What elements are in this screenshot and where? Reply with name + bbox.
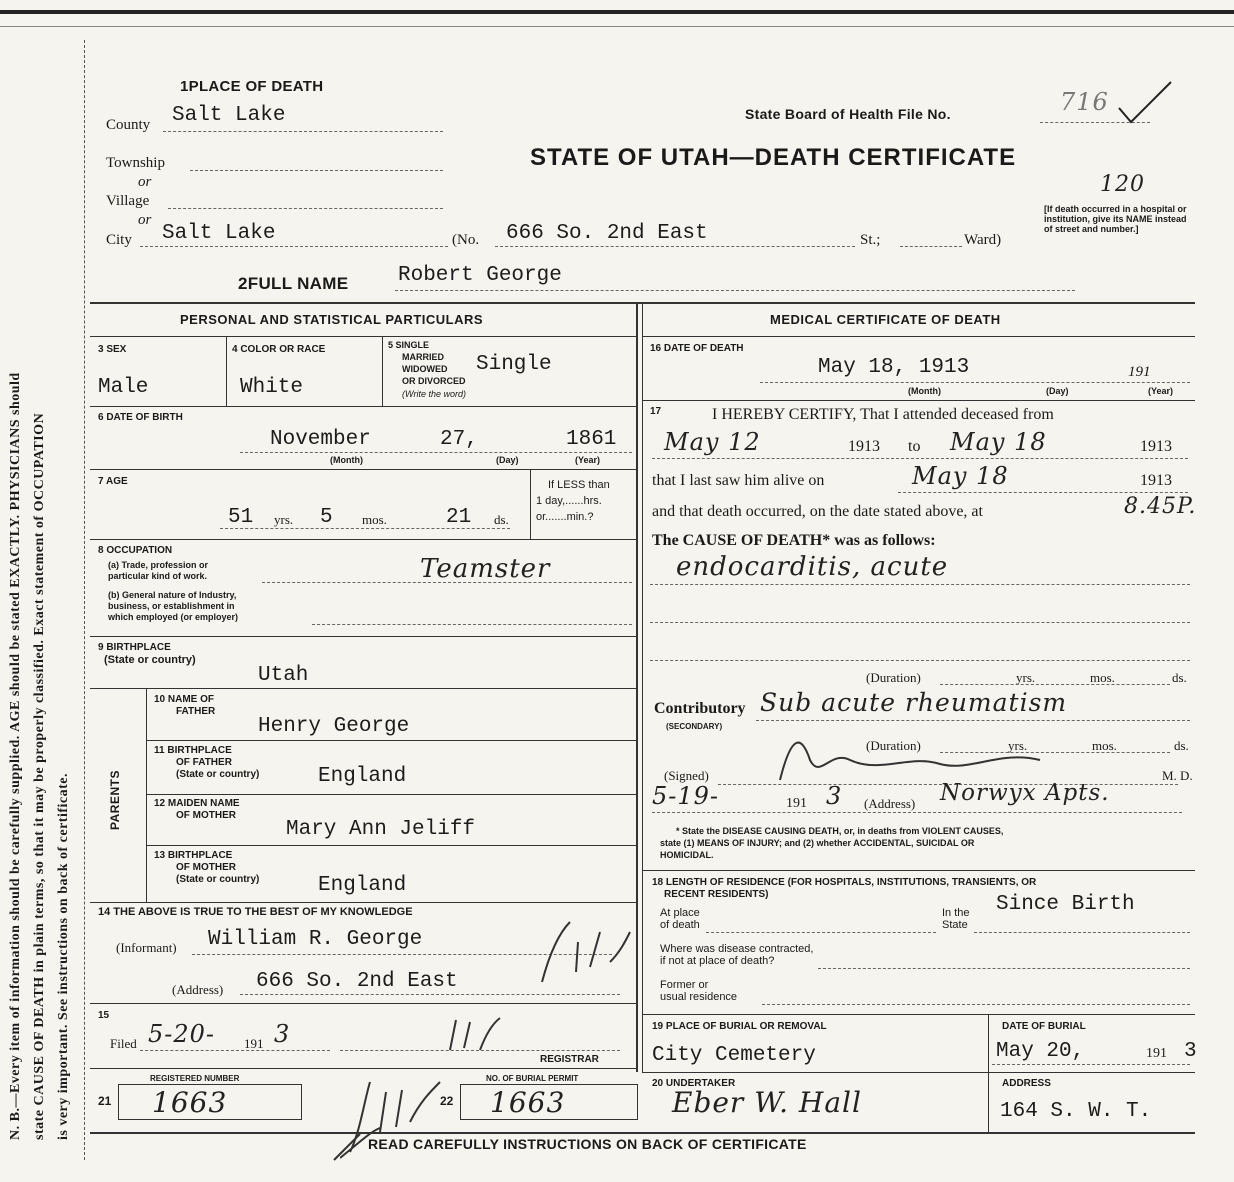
burial-year-prefix: 191 bbox=[1146, 1046, 1167, 1061]
informant-address-label: (Address) bbox=[172, 982, 224, 997]
mother-name-label-2: OF MOTHER bbox=[176, 810, 236, 821]
md-label: M. D. bbox=[1162, 768, 1193, 783]
birthplace-sublabel: (State or country) bbox=[104, 654, 196, 666]
date-of-death-label: 16 DATE OF DEATH bbox=[650, 343, 744, 354]
less-than-line-2: 1 day,......hrs. bbox=[536, 495, 602, 507]
former-residence-line-1: Former or bbox=[660, 979, 709, 991]
father-bp-label-2: OF FATHER bbox=[176, 757, 232, 768]
or-label-1: or bbox=[138, 174, 152, 190]
signed-label: (Signed) bbox=[664, 768, 709, 783]
registrar-label: REGISTRAR bbox=[540, 1054, 599, 1065]
certificate-title: STATE OF UTAH—DEATH CERTIFICATE bbox=[530, 144, 1017, 171]
registered-number-index: 21 bbox=[98, 1094, 112, 1108]
street-no-label: (No. bbox=[452, 232, 480, 248]
color-value: White bbox=[240, 376, 304, 399]
registered-number-label: REGISTERED NUMBER bbox=[150, 1074, 240, 1083]
last-saw-text: that I last saw him alive on bbox=[652, 472, 825, 489]
occupation-b-line-1: (b) General nature of Industry, bbox=[108, 590, 237, 600]
mother-bp-label-3: (State or country) bbox=[176, 874, 260, 885]
full-name-value: Robert George bbox=[398, 264, 562, 287]
at-place-line-2: of death bbox=[660, 919, 700, 931]
marital-label-4: OR DIVORCED bbox=[402, 376, 466, 386]
county-value: Salt Lake bbox=[172, 104, 286, 127]
burial-place-value: City Cemetery bbox=[652, 1044, 816, 1067]
occupation-a-line-2: particular kind of work. bbox=[108, 571, 208, 581]
contracted-line-1: Where was disease contracted, bbox=[660, 943, 814, 955]
occupation-label: 8 OCCUPATION bbox=[98, 545, 173, 556]
village-label: Village bbox=[106, 193, 150, 209]
footer-check-mark bbox=[330, 1130, 370, 1170]
cause-duration-ds: ds. bbox=[1172, 670, 1187, 685]
date-of-death-value: May 18, 1913 bbox=[818, 356, 970, 379]
attended-from-value: May 12 bbox=[664, 428, 761, 456]
at-place-line-1: At place bbox=[660, 907, 700, 919]
undertaker-value: Eber W. Hall bbox=[672, 1086, 862, 1119]
filed-number: 15 bbox=[98, 1010, 110, 1021]
marital-label-1: 5 SINGLE bbox=[388, 340, 430, 350]
burial-date-value: May 20, bbox=[996, 1040, 1085, 1063]
contributory-duration-label: (Duration) bbox=[866, 738, 921, 753]
marital-value: Single bbox=[476, 353, 552, 376]
undertaker-address-label: ADDRESS bbox=[1002, 1078, 1051, 1089]
footnote-line-1: * State the DISEASE CAUSING DEATH, or, in deaths from VIOLENT CAUSES, bbox=[676, 826, 1004, 836]
in-the-state-line-1: In the bbox=[942, 907, 970, 919]
contributory-label: Contributory bbox=[654, 700, 746, 717]
file-no-value: 716 bbox=[1060, 88, 1109, 116]
filed-value: 5-20- bbox=[148, 1020, 216, 1048]
occurred-text: and that death occurred, on the date stated above, at bbox=[652, 503, 983, 520]
cause-duration-label: (Duration) bbox=[866, 670, 921, 685]
date-of-death-year-prefix: 191 bbox=[1128, 364, 1151, 380]
signed-date-value: 5-19- bbox=[652, 782, 720, 810]
age-days-label: ds. bbox=[494, 512, 509, 527]
contracted-line-2: if not at place of death? bbox=[660, 955, 775, 967]
footnote-line-3: HOMICIDAL. bbox=[660, 850, 714, 860]
attended-to-label: to bbox=[908, 438, 921, 455]
burial-permit-label: NO. OF BURIAL PERMIT bbox=[486, 1074, 579, 1083]
color-label: 4 COLOR OR RACE bbox=[232, 344, 326, 355]
age-months-value: 5 bbox=[320, 506, 333, 529]
dob-year-caption: (Year) bbox=[575, 455, 601, 465]
filed-label: Filed bbox=[110, 1036, 137, 1051]
contributory-duration-yrs: yrs. bbox=[1008, 738, 1028, 753]
time-of-death-value: 8.45P. bbox=[1124, 494, 1197, 519]
father-bp-label-1: 11 BIRTHPLACE bbox=[154, 745, 232, 756]
age-years-label: yrs. bbox=[274, 512, 294, 527]
registrar-signature-mark bbox=[440, 1010, 520, 1060]
mother-name-value: Mary Ann Jeliff bbox=[286, 818, 476, 841]
hospital-note: [If death occurred in a hospital or institution, give its NAME instead of street and number.] bbox=[1044, 204, 1187, 234]
less-than-line-3: or.......min.? bbox=[536, 511, 594, 523]
dod-day-caption: (Day) bbox=[1046, 386, 1069, 396]
medical-address-label: (Address) bbox=[864, 796, 916, 811]
secondary-label: (SECONDARY) bbox=[666, 722, 723, 731]
mother-bp-label-1: 13 BIRTHPLACE bbox=[154, 850, 233, 861]
attended-to-value: May 18 bbox=[950, 428, 1047, 456]
last-saw-value: May 18 bbox=[912, 462, 1009, 490]
ward-label: Ward) bbox=[964, 232, 1002, 248]
age-label: 7 AGE bbox=[98, 476, 128, 487]
dob-month-caption: (Month) bbox=[330, 455, 363, 465]
birthplace-value: Utah bbox=[258, 664, 309, 687]
personal-section-title: PERSONAL AND STATISTICAL PARTICULARS bbox=[180, 312, 484, 327]
informant-address-value: 666 So. 2nd East bbox=[256, 970, 458, 993]
marital-label-2: MARRIED bbox=[402, 352, 444, 362]
place-of-death-label: 1PLACE OF DEATH bbox=[180, 78, 324, 95]
cause-duration-mos: mos. bbox=[1090, 670, 1115, 685]
in-the-state-line-2: State bbox=[942, 919, 968, 931]
burial-permit-index: 22 bbox=[440, 1094, 454, 1108]
father-name-value: Henry George bbox=[258, 715, 410, 738]
medical-section-title: MEDICAL CERTIFICATE OF DEATH bbox=[770, 312, 1001, 327]
mother-bp-value: England bbox=[318, 874, 407, 897]
birthplace-label: 9 BIRTHPLACE bbox=[98, 642, 171, 653]
dob-month: November bbox=[270, 428, 371, 451]
contributory-value: Sub acute rheumatism bbox=[760, 688, 1068, 717]
side-note-line-2: state CAUSE OF DEATH in plain terms, so that it may be properly classified. Exact statement of OCCUPATION bbox=[32, 412, 47, 1140]
undertaker-address-value: 164 S. W. T. bbox=[1000, 1100, 1152, 1123]
city-value: Salt Lake bbox=[162, 222, 276, 245]
dob-day: 27, bbox=[440, 428, 478, 451]
contributory-duration-ds: ds. bbox=[1174, 738, 1189, 753]
sex-label: 3 SEX bbox=[98, 344, 127, 355]
last-saw-year: 1913 bbox=[1140, 472, 1172, 489]
dob-day-caption: (Day) bbox=[496, 455, 519, 465]
mother-bp-label-2: OF MOTHER bbox=[176, 862, 236, 873]
sex-value: Male bbox=[98, 376, 149, 399]
dob-label: 6 DATE OF BIRTH bbox=[98, 412, 183, 423]
informant-value: William R. George bbox=[208, 928, 423, 951]
or-label-2: or bbox=[138, 212, 152, 228]
cause-duration-yrs: yrs. bbox=[1016, 670, 1036, 685]
side-note-line-3: is very important. See instructions on back of certificate. bbox=[56, 773, 71, 1140]
undertaker-label: 20 UNDERTAKER bbox=[652, 1078, 736, 1089]
residence-label-1: 18 LENGTH OF RESIDENCE (FOR HOSPITALS, INSTITUTIONS, TRANSIENTS, OR bbox=[652, 877, 1037, 888]
footer-instructions: READ CAREFULLY INSTRUCTIONS ON BACK OF CERTIFICATE bbox=[368, 1136, 807, 1152]
full-name-label: 2FULL NAME bbox=[238, 274, 349, 293]
informant-signature-mark bbox=[530, 912, 640, 992]
certify-text: I HEREBY CERTIFY, That I attended deceased from bbox=[712, 406, 1054, 423]
registered-number-value: 1663 bbox=[152, 1086, 228, 1119]
father-bp-label-3: (State or country) bbox=[176, 769, 260, 780]
former-residence-line-2: usual residence bbox=[660, 991, 738, 1003]
filed-year-suffix: 3 bbox=[274, 1020, 291, 1048]
attended-from-year: 1913 bbox=[848, 438, 880, 455]
city-label: City bbox=[106, 232, 132, 248]
occupation-a-line-1: (a) Trade, profession or bbox=[108, 560, 209, 570]
cause-of-death-label: The CAUSE OF DEATH* was as follows: bbox=[652, 532, 936, 549]
burial-date-label: DATE OF BURIAL bbox=[1002, 1021, 1086, 1032]
father-name-label-1: 10 NAME OF bbox=[154, 694, 215, 705]
attended-to-year: 1913 bbox=[1140, 438, 1172, 455]
occupation-b-line-3: which employed (or employer) bbox=[108, 612, 239, 622]
footnote-line-2: state (1) MEANS OF INJURY; and (2) whether ACCIDENTAL, SUICIDAL OR bbox=[660, 838, 975, 848]
age-years-value: 51 bbox=[228, 506, 254, 529]
signed-year-prefix: 191 bbox=[786, 796, 807, 811]
check-mark-icon bbox=[1115, 78, 1175, 128]
occupation-b-line-2: business, or establishment in bbox=[108, 601, 235, 611]
less-than-line-1: If LESS than bbox=[548, 479, 610, 491]
dod-month-caption: (Month) bbox=[908, 386, 941, 396]
burial-permit-value: 1663 bbox=[490, 1086, 566, 1119]
occupation-value: Teamster bbox=[420, 554, 551, 584]
father-bp-value: England bbox=[318, 765, 407, 788]
true-statement-label: 14 THE ABOVE IS TRUE TO THE BEST OF MY KNOWLEDGE bbox=[98, 906, 413, 918]
street-value: 666 So. 2nd East bbox=[506, 222, 708, 245]
dod-year-caption: (Year) bbox=[1148, 386, 1174, 396]
residence-label-2: RECENT RESIDENTS) bbox=[664, 889, 769, 900]
parents-label: PARENTS bbox=[108, 770, 122, 830]
marital-label-5: (Write the word) bbox=[402, 389, 467, 399]
burial-year-suffix: 3 bbox=[1184, 1040, 1197, 1063]
cause-of-death-value: endocarditis, acute bbox=[676, 552, 949, 582]
residence-value: Since Birth bbox=[996, 893, 1135, 916]
signed-year-suffix: 3 bbox=[826, 782, 843, 810]
township-label: Township bbox=[106, 155, 165, 171]
county-label: County bbox=[106, 117, 151, 133]
medical-address-value: Norwyx Apts. bbox=[940, 780, 1110, 806]
informant-label: (Informant) bbox=[116, 940, 177, 955]
filed-year-prefix: 191 bbox=[244, 1036, 264, 1051]
file-no-label: State Board of Health File No. bbox=[745, 106, 951, 122]
mother-name-label-1: 12 MAIDEN NAME bbox=[154, 798, 240, 809]
st-label: St.; bbox=[860, 232, 881, 248]
side-note-line-1: N. B.—Every item of information should be carefully supplied. AGE should be stated EXACTLY. PHYSICIANS should bbox=[8, 372, 23, 1140]
dob-year: 1861 bbox=[566, 428, 617, 451]
burial-place-label: 19 PLACE OF BURIAL OR REMOVAL bbox=[652, 1021, 827, 1032]
father-name-label-2: FATHER bbox=[176, 706, 216, 717]
certify-number: 17 bbox=[650, 406, 662, 417]
marital-label-3: WIDOWED bbox=[402, 364, 448, 374]
side-number: 120 bbox=[1100, 172, 1145, 197]
contributory-duration-mos: mos. bbox=[1092, 738, 1117, 753]
age-days-value: 21 bbox=[446, 506, 472, 529]
age-months-label: mos. bbox=[362, 512, 387, 527]
